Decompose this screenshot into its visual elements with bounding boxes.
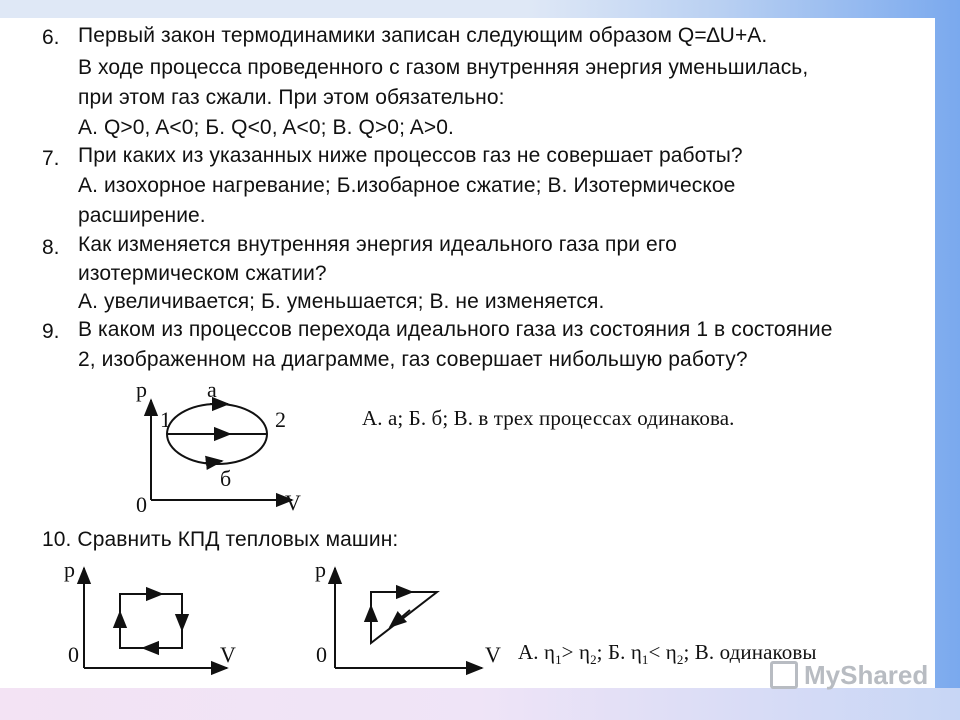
question-10-diagram-1 <box>84 568 227 668</box>
q9-path-a-label: а <box>207 377 217 402</box>
question-9-line1: В каком из процессов перехода идеального газа из состояния 1 в состояние <box>78 318 833 341</box>
presentation-icon <box>770 661 798 689</box>
option-a-text: А. η <box>518 640 556 664</box>
less-than-eta: < η <box>648 640 677 664</box>
question-8-number: 8. <box>42 236 60 259</box>
question-6-number: 6. <box>42 26 60 49</box>
q10d1-v-label: V <box>220 642 236 667</box>
question-7-line1: При каких из указанных ниже процессов газ не совершает работы? <box>78 144 743 167</box>
q10d1-origin-label: 0 <box>68 642 79 667</box>
myshared-watermark <box>770 660 928 691</box>
question-7-number: 7. <box>42 147 60 170</box>
q10d2-origin-label: 0 <box>316 642 327 667</box>
question-6-options: А. Q>0, A<0; Б. Q<0, A<0; В. Q>0; A>0. <box>78 116 454 139</box>
eta-subscript-1a: 1 <box>555 652 562 668</box>
question-6-line2: В ходе процесса проведенного с газом внутренняя энергия уменьшилась, <box>78 56 809 79</box>
question-10-diagram-2 <box>335 568 482 668</box>
question-7-line2: А. изохорное нагревание; Б.изобарное сжатие; В. Изотермическое <box>78 174 736 197</box>
q9-lower-arrow <box>205 461 222 463</box>
question-10-header: 10. Сравнить КПД тепловых машин: <box>42 528 399 551</box>
q9-path-b-label: б <box>220 466 232 491</box>
question-6-line1: Первый закон термодинамики записан следующим образом Q=∆U+A. <box>78 24 768 47</box>
option-c-text: ; В. одинаковы <box>683 640 817 664</box>
question-8-line2: изотермическом сжатии? <box>78 262 327 285</box>
q10d1-cycle-rect <box>120 594 182 648</box>
q9-state-1-label: 1 <box>160 407 171 432</box>
question-6-line3: при этом газ сжали. При этом обязательно: <box>78 86 505 109</box>
question-8-options: А. увеличивается; Б. уменьшается; В. не изменяется. <box>78 290 605 313</box>
eta-subscript-2a: 2 <box>590 652 597 668</box>
option-b-text: ; Б. η <box>596 640 642 664</box>
eta-subscript-1b: 1 <box>641 652 649 668</box>
q9-state-2-label: 2 <box>275 407 286 432</box>
eta-subscript-2b: 2 <box>676 652 684 668</box>
q9-v-label: V <box>285 490 301 515</box>
q9-p-label: p <box>136 377 147 402</box>
watermark-text: MyShared <box>804 660 929 690</box>
q10d2-v-label: V <box>485 642 501 667</box>
q10d2-p-label: p <box>315 557 326 582</box>
question-8-line1: Как изменяется внутренняя энергия идеального газа при его <box>78 233 677 256</box>
q9-origin-label: 0 <box>136 492 147 517</box>
question-9-line2: 2, изображенном на диаграмме, газ совершает нибольшую работу? <box>78 348 748 371</box>
question-7-line3: расширение. <box>78 204 206 227</box>
question-9-options: А. а; Б. б; В. в трех процессах одинакова. <box>362 406 735 430</box>
q10d2-diagonal-arrow <box>390 610 410 627</box>
q10d1-p-label: p <box>64 557 75 582</box>
greater-than-eta: > η <box>561 640 591 664</box>
question-9-number: 9. <box>42 320 60 343</box>
q10d2-cycle-triangle <box>371 592 437 643</box>
